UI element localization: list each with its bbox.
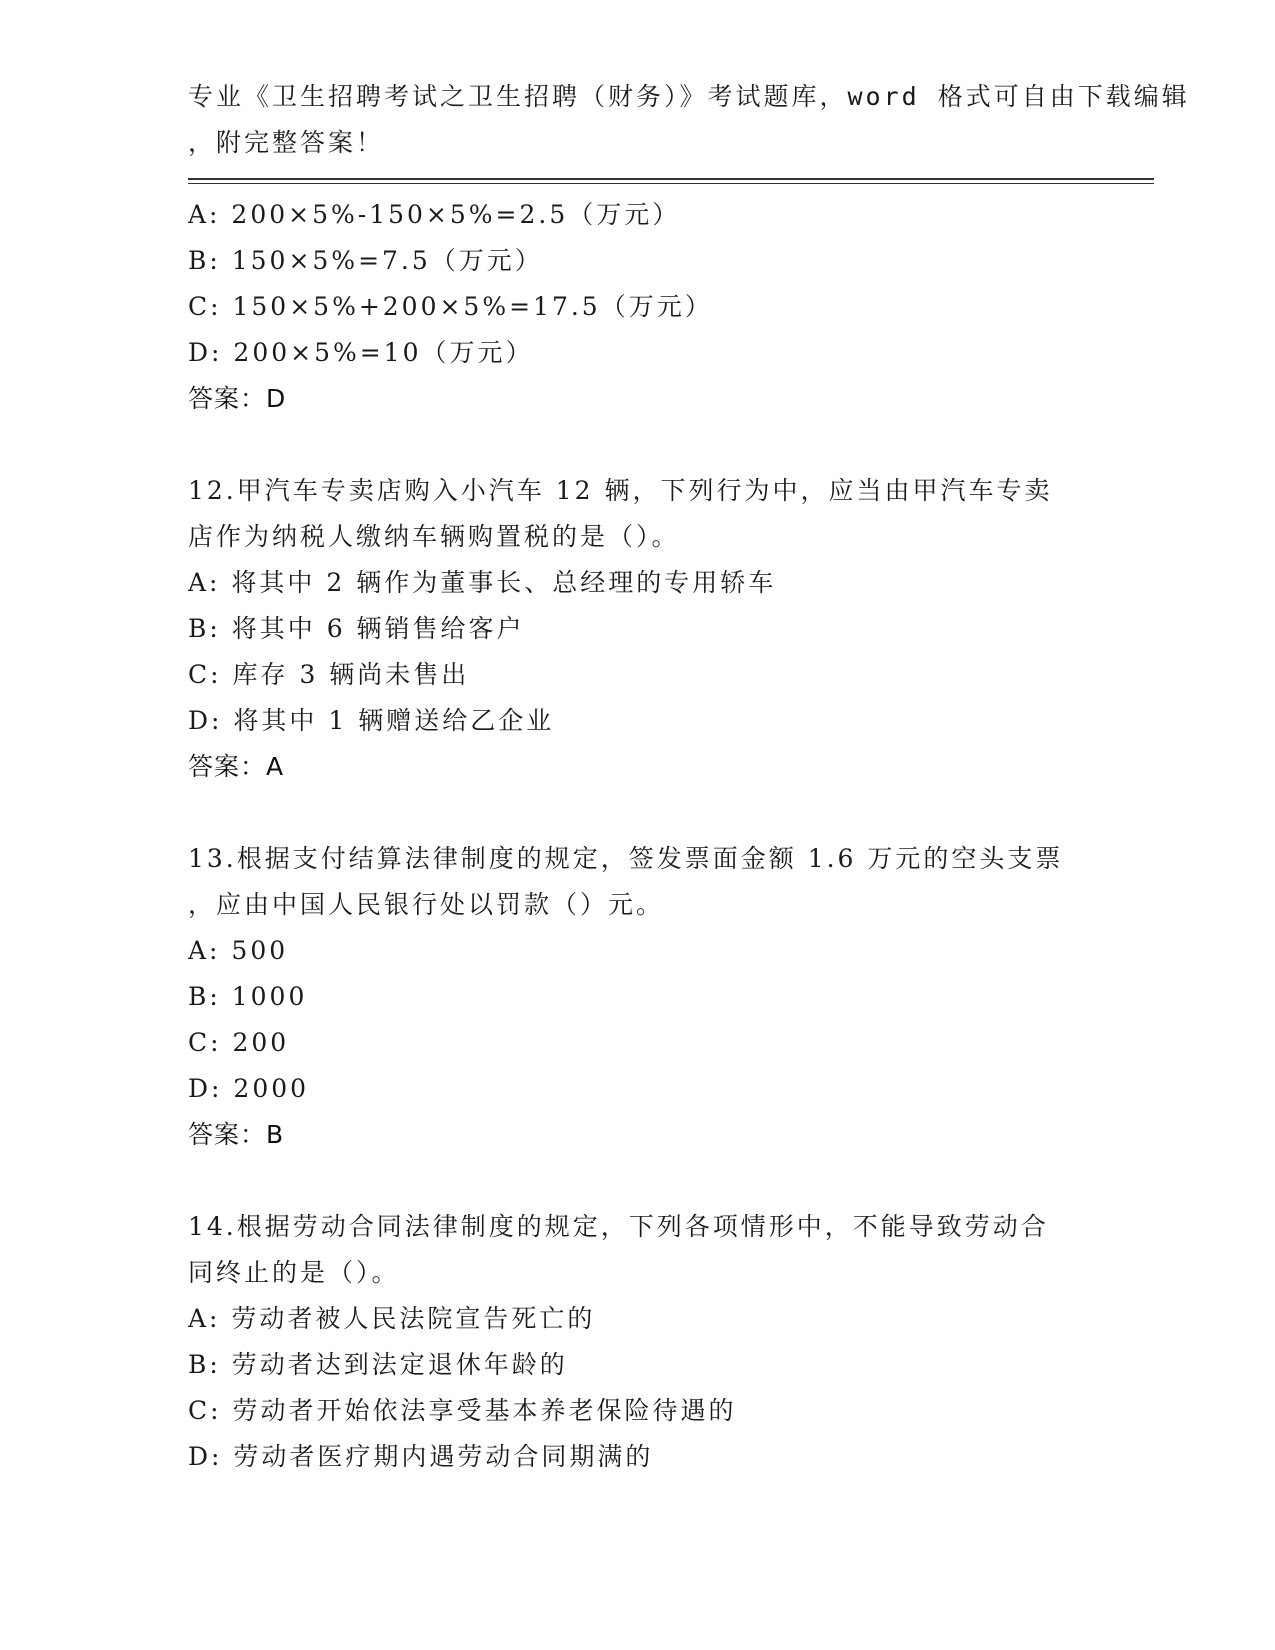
answer-line: 答案：B [188, 1120, 285, 1149]
option-c: C: 劳动者开始依法享受基本养老保险待遇的 [188, 1396, 737, 1425]
option-b: B: 将其中 6 辆销售给客户 [188, 614, 525, 643]
spacer [188, 1158, 1088, 1204]
spacer [188, 422, 1088, 468]
question-14 [188, 1204, 1088, 1480]
answer-line: 答案：D [188, 384, 287, 413]
header-line-2: ，附完整答案！ [188, 128, 385, 157]
header-line-1: 专业《卫生招聘考试之卫生招聘（财务）》考试题库，word 格式可自由下载编辑 [188, 82, 1190, 111]
option-c: C: 150×5%+200×5%=17.5（万元） [188, 292, 713, 321]
question-13 [188, 836, 1088, 1158]
header-divider-thick [188, 178, 1154, 180]
option-d: D: 将其中 1 辆赠送给乙企业 [188, 706, 555, 735]
option-a: A: 500 [188, 936, 289, 965]
question-stem-line-1: 12.甲汽车专卖店购入小汽车 12 辆，下列行为中，应当由甲汽车专卖 [188, 476, 1053, 505]
option-d: D: 2000 [188, 1074, 310, 1103]
question-list [188, 192, 1088, 1480]
option-a: A: 200×5%-150×5%=2.5（万元） [188, 200, 681, 229]
option-d: D: 劳动者医疗期内遇劳动合同期满的 [188, 1442, 654, 1471]
document-header [188, 74, 1190, 166]
question-stem-line-2: ，应由中国人民银行处以罚款（）元。 [188, 890, 665, 919]
question-stem-line-2: 店作为纳税人缴纳车辆购置税的是（）。 [188, 522, 680, 551]
question-stem-line-1: 13.根据支付结算法律制度的规定，签发票面金额 1.6 万元的空头支票 [188, 844, 1064, 873]
question-12 [188, 468, 1088, 790]
question-stem-line-2: 同终止的是（）。 [188, 1258, 400, 1287]
answer-line: 答案：A [188, 752, 285, 781]
header-divider-thin [188, 183, 1154, 184]
option-b: B: 劳动者达到法定退休年龄的 [188, 1350, 568, 1379]
option-a: A: 将其中 2 辆作为董事长、总经理的专用轿车 [188, 568, 777, 597]
spacer [188, 790, 1088, 836]
option-c: C: 200 [188, 1028, 290, 1057]
option-c: C: 库存 3 辆尚未售出 [188, 660, 470, 689]
question-stem-line-1: 14.根据劳动合同法律制度的规定，下列各项情形中，不能导致劳动合 [188, 1212, 1049, 1241]
question-11 [188, 192, 1088, 422]
option-a: A: 劳动者被人民法院宣告死亡的 [188, 1304, 596, 1333]
option-b: B: 150×5%=7.5（万元） [188, 246, 543, 275]
option-d: D: 200×5%=10（万元） [188, 338, 534, 367]
option-b: B: 1000 [188, 982, 308, 1011]
